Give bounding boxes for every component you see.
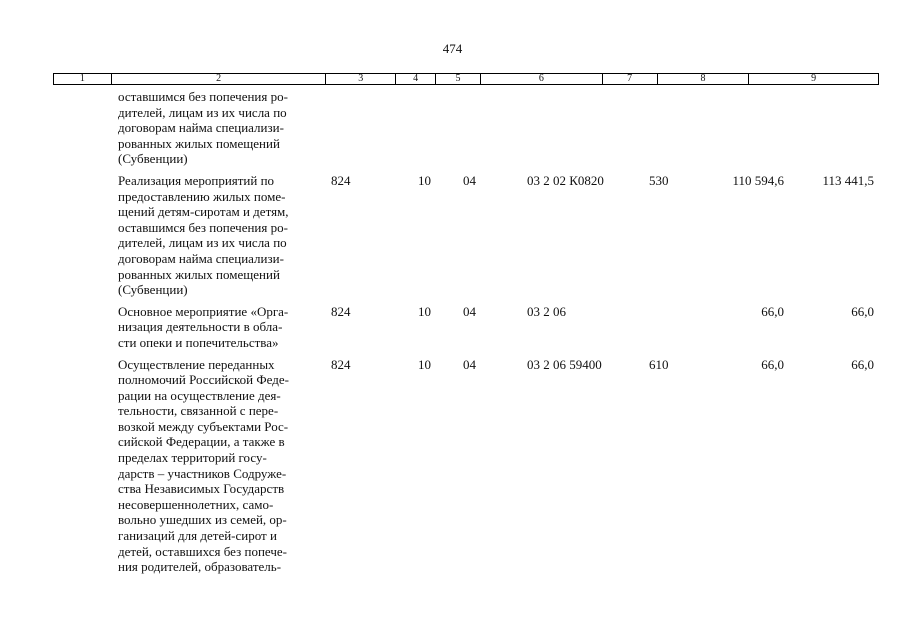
header-col-6: 6 [481, 74, 603, 84]
cell-amount-year-1: 66,0 [761, 303, 784, 319]
table-row [0, 173, 905, 298]
description-line: ганизаций для детей-сирот и [118, 528, 277, 544]
description-line: сийской Федерации, а также в [118, 434, 285, 450]
description-line: детей, оставшихся без попече- [118, 543, 287, 559]
header-col-9: 9 [811, 73, 817, 84]
description-line: несовершеннолетних, само- [118, 496, 274, 512]
description-line: рации на осуществление дея- [118, 387, 281, 403]
header-col-3: 3 [326, 74, 396, 84]
description-line: тельности, связанной с пере- [118, 403, 279, 419]
cell-code-3: 824 [331, 356, 351, 372]
description-line: оставшимся без попечения ро- [118, 219, 288, 235]
cell-target-article: 03 2 06 [527, 303, 566, 319]
cell-target-article: 03 2 02 К0820 [527, 172, 604, 188]
cell-amount-year-2: 66,0 [851, 303, 874, 319]
description-line: дителей, лицам из их числа по [118, 235, 287, 251]
table-row [0, 89, 905, 167]
header-col-2: 2 [112, 74, 326, 84]
description-line: рованных жилых помещений [118, 135, 280, 151]
description-line: (Субвенции) [118, 282, 188, 298]
description-line: (Субвенции) [118, 151, 188, 167]
description-line: пределах территорий госу- [118, 450, 267, 466]
cell-expense-type: 530 [649, 172, 669, 188]
page-number: 474 [442, 41, 463, 56]
row-description [118, 357, 328, 575]
description-line: ства Независимых Государств [118, 481, 285, 497]
description-line: Осуществление переданных [118, 356, 275, 372]
description-line: Основное мероприятие «Орга- [118, 303, 289, 319]
cell-subsection: 04 [463, 356, 476, 372]
description-line: рованных жилых помещений [118, 266, 280, 282]
table-header-row [53, 73, 879, 85]
row-description [118, 304, 328, 351]
cell-amount-year-2: 113 441,5 [822, 172, 874, 188]
cell-code-3: 824 [331, 172, 351, 188]
row-description [118, 89, 328, 167]
cell-section: 10 [418, 303, 431, 319]
description-line: ния родителей, образователь- [118, 559, 282, 575]
description-line: полномочий Российской Феде- [118, 372, 289, 388]
cell-section: 10 [418, 356, 431, 372]
description-line: дарств – участников Содруже- [118, 465, 287, 481]
row-description [118, 173, 328, 298]
description-line: предоставлению жилых поме- [118, 188, 286, 204]
cell-code-3: 824 [331, 303, 351, 319]
header-col-7: 7 [603, 74, 658, 84]
table-body [0, 89, 905, 575]
cell-section: 10 [418, 172, 431, 188]
cell-amount-year-1: 66,0 [761, 356, 784, 372]
description-line: возкой между субъектами Рос- [118, 418, 289, 434]
cell-expense-type: 610 [649, 356, 669, 372]
table-row [0, 357, 905, 575]
description-line: договорам найма специализи- [118, 250, 284, 266]
description-line: низация деятельности в обла- [118, 319, 283, 335]
description-line: сти опеки и попечительства» [118, 334, 279, 350]
table-row [0, 304, 905, 351]
cell-amount-year-2: 66,0 [851, 356, 874, 372]
header-col-5: 5 [436, 74, 481, 84]
cell-subsection: 04 [463, 303, 476, 319]
header-col-1: 1 [54, 74, 112, 84]
description-line: оставшимся без попечения ро- [118, 89, 288, 104]
description-line: дителей, лицам из их числа по [118, 104, 287, 120]
cell-amount-year-1: 110 594,6 [732, 172, 784, 188]
cell-target-article: 03 2 06 59400 [527, 356, 602, 372]
description-line: вольно ушедших из семей, ор- [118, 512, 287, 528]
header-col-4: 4 [396, 74, 436, 84]
header-col-8: 8 [658, 74, 750, 84]
description-line: щений детям-сиротам и детям, [118, 204, 289, 220]
description-line: договорам найма специализи- [118, 120, 284, 136]
cell-subsection: 04 [463, 172, 476, 188]
description-line: Реализация мероприятий по [118, 172, 275, 188]
